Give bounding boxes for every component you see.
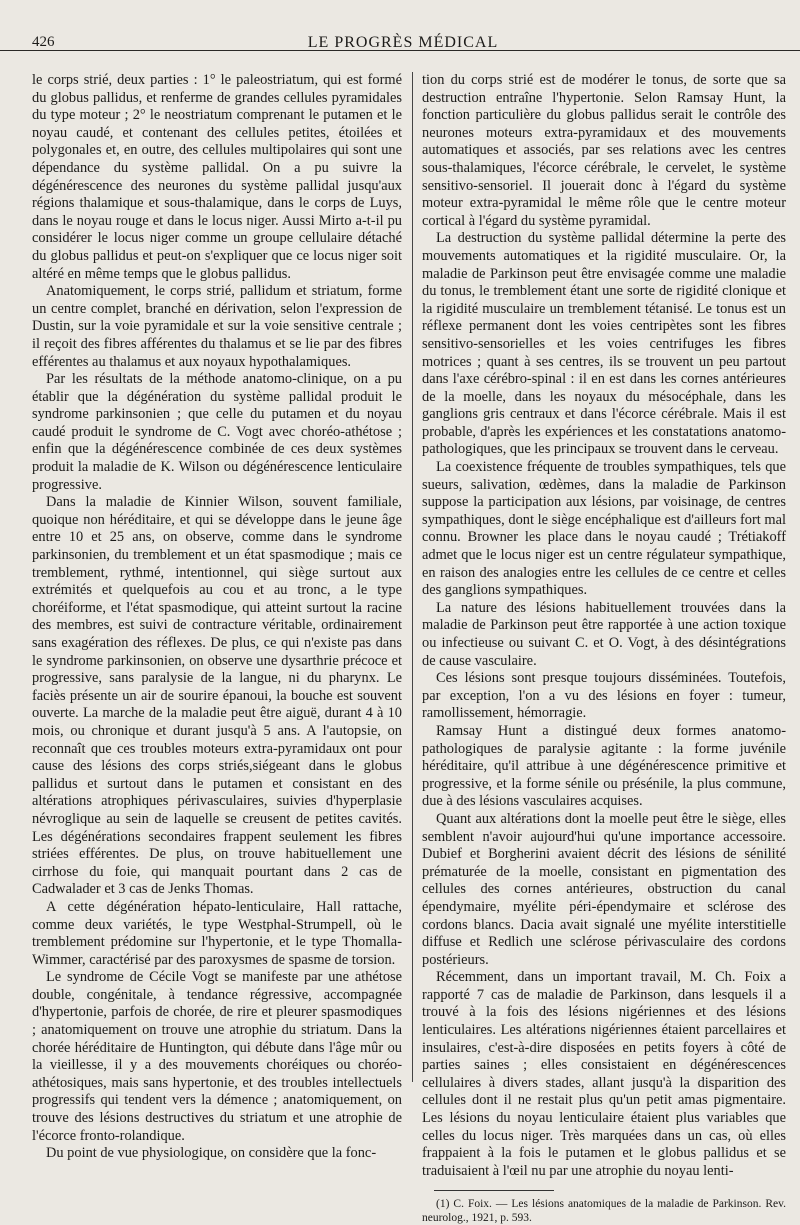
paragraph: Quant aux altérations dont la moelle peut être le siège, elles semblent n'avoir aujourd'hui qu'une importance accessoire. Dubief et Borgherini avaient décrit des lésions de sénilité prématurée de la moelle, consistant en pigmentation des cellules des cornes antérieures, obstruction du canal épendymaire, myélite péri-épendymaire et sclérose des cordons blancs. Dacia avait signalé une myélite interstitielle diffuse et Redlich une sclérose périvasculaire des cordons postérieurs. [422, 810, 786, 968]
footnote-rule [434, 1190, 554, 1191]
right-column [422, 72, 786, 1225]
paragraph: Dans la maladie de Kinnier Wilson, souvent familiale, quoique non héréditaire, et qui se développe dans le jeune âge entre 10 et 25 ans, on observe, comme dans le syndrome parkinsonien, du tremblement et un état spasmodique ; mais ce tremblement, rythmé, intentionnel, qui siège surtout aux extrémités et quelquefois au cou et au tronc, a le type choréiforme, et l'état spasmodique, qui atteint surtout la racine des membres, est suivi de contracture véritable, ordinairement sans exagération des réflexes. De plus, ce qui n'existe pas dans le syndrome parkinsonien, on observe une dysarthrie précoce et progressive, sans paralysie de la langue, ni du pharynx. Le faciès présente un air de sourire épanoui, la bouche est souvent ouverte. La marche de la maladie peut être aiguë, durant 4 à 10 mois, ou chronique et durant jusqu'à 5 ans. A l'autopsie, on reconnaît que ces troubles moteurs extra-pyramidaux ont pour cause des lésions des corps striés,siégeant dans le globus pallidus et surtout dans le putamen et consistant en des altérations atrophiques périvasculaires, suivies d'hyperplasie névroglique au sein de laquelle se creusent de petites cavités. Les dégénérations secondaires frappent seulement les fibres striées efférentes. De plus, on trouve habituellement une cirrhose du foie, qui manquait pourtant dans 2 cas de Cadwalader et 3 cas de Jenks Thomas. [32, 494, 402, 898]
paragraph: A cette dégénération hépato-lenticulaire, Hall rattache, comme deux variétés, le type Westphal-Strumpell, où le tremblement prédomine sur l'hypertonie, et le type Thomalla-Wimmer, caractérisé par des paroxysmes de spasme de torsion. [32, 898, 402, 968]
paragraph: La destruction du système pallidal détermine la perte des mouvements automatiques et la rigidité musculaire. Or, la maladie de Parkinson peut être envisagée comme une maladie du tonus, le tremblement étant une sorte de rigidité clonique et la rigidité musculaire un tremblement tétanisé. Le tonus est un réflexe permanent dont les voies centripètes sont les fibres sensitivo-sensorielles et les voies centrifuges les fibres motrices ; quant à ses centres, ils se trouvent un peu partout dans l'axe cérébro-spinal : il en est dans les cornes antérieures de la moelle, dans les noyaux du mésocéphale, dans les ganglions gris centraux et dans l'écorce cérébrale. Mais il est probable, d'après les expériences et les constatations anatomo-pathologiques, que les principaux se trouvent dans le cerveau. [422, 230, 786, 458]
paragraph: tion du corps strié est de modérer le tonus, de sorte que sa destruction entraîne l'hypertonie. Selon Ramsay Hunt, la fonction particulière du globus pallidus serait le contrôle des neurones moteurs extra-pyramidaux et des mouvements automatiques et associés, par ses relations avec les centres sous-thalamiques, l'écorce cérébrale, le cervelet, le système sensitivo-sensoriel. Il jouerait donc à l'égard du système moteur extra-pyramidal le même rôle que le centre moteur cortical à l'égard du système pyramidal. [422, 72, 786, 229]
article-body [32, 72, 786, 1225]
paragraph: Le syndrome de Cécile Vogt se manifeste par une athétose double, congénitale, à tendance régressive, accompagnée d'hypertonie, parfois de chorée, de rire et pleurer spasmodiques ; anatomiquement on trouve une atrophie du striatum. Dans la chorée héréditaire de Huntington, qui débute dans l'âge mûr ou la vieillesse, il y a des mouvements choréiques ou choréo-athétosiques, mais sans hypertonie, et des troubles intellectuels progressifs qui tendent vers la démence ; anatomiquement, on trouve des lésions destructives du striatum et une atrophie de l'écorce fronto-rolandique. [32, 969, 402, 1144]
column-divider [412, 72, 413, 1082]
paragraph: le corps strié, deux parties : 1° le paleostriatum, qui est formé du globus pallidus, et renferme de grandes cellules pyramidales du type moteur ; 2° le neostriatum comprenant le putamen et le noyau caudé, et contenant des cellules petites, étoilées et polygonales et, en outre, des cellules multipolaires qui sont une dépendance du système pallidal. On a pu suivre la dégénérescence des neurones du système pallidal jusqu'aux régions thalamique et sous-thalamique, dans le corps de Luys, dans le noyau rouge et dans le locus niger. Aussi Mirto a-t-il pu considérer le locus niger comme un groupe cellulaire détaché du globus pallidus et peut-on s'expliquer que ce locus niger soit altéré en même temps que le globus pallidus. [32, 72, 402, 282]
journal-title: LE PROGRÈS MÉDICAL [307, 34, 499, 51]
footnote: (1) C. Foix. — Les lésions anatomiques de la maladie de Parkinson. Rev. neurolog., 1921, p. 593. [422, 1198, 786, 1225]
paragraph: Par les résultats de la méthode anatomo-clinique, on a pu établir que la dégénération du système pallidal produit le syndrome parkinsonien ; que celle du putamen et du noyau caudé produit le syndrome de C. Vogt avec choréo-athétose ; enfin que la dégénérescence combinée de ces deux systèmes produit la maladie de K. Wilson ou dégénérescence lenticulaire progressive. [32, 371, 402, 493]
paragraph: Anatomiquement, le corps strié, pallidum et striatum, forme un centre complet, branché en dérivation, selon l'expression de Dustin, sur la voie pyramidale et sur la voie sensitive centrale ; il reçoit des fibres afférentes du thalamus et se lie par des fibres efférentes au thalamus et aux noyaux hypothalamiques. [32, 283, 402, 370]
left-column [32, 72, 402, 1163]
paragraph: La coexistence fréquente de troubles sympathiques, tels que sueurs, salivation, œdèmes, dans la maladie de Parkinson suppose la participation aux lésions, par voisinage, de centres sympathiques, dont le siège encéphalique est d'ailleurs fort mal connu. Browner les place dans le noyau caudé ; Trétiakoff admet que le locus niger est un centre régulateur sympathique, en raison des analogies entre les cellules de ce centre et celles des ganglions sympathiques. [422, 459, 786, 599]
page-number: 426 [32, 34, 55, 50]
paragraph: Ces lésions sont presque toujours disséminées. Toutefois, par exception, l'on a vu des lésions en foyer : tumeur, ramollissement, hémorragie. [422, 670, 786, 722]
paragraph: Récemment, dans un important travail, M. Ch. Foix a rapporté 7 cas de maladie de Parkinson, dans lesquels il a trouvé à la fois des lésions nigériennes et des lésions lenticulaires. Les altérations nigériennes étaient parcellaires et insulaires, c'est-à-dire disposées en petits foyers à côté de parties saines ; elles consistaient en dégénérescences cellulaires à divers stades, allant jusqu'à la disparition des cellules dont il ne restait plus qu'un petit amas pigmentaire. Les lésions du noyau lenticulaire étaient plus variables que celles du locus niger. Très marquées dans un cas, où elles frappaient à la fois le putamen et le globus pallidus et se traduisaient à l'œil nu par une atrophie du noyau lenti- [422, 969, 786, 1179]
paragraph: Du point de vue physiologique, on considère que la fonc- [46, 1145, 377, 1162]
paragraph: La nature des lésions habituellement trouvées dans la maladie de Parkinson peut être rapportée à une action toxique ou infectieuse ou suivant C. et O. Vogt, à des désintégrations de cause vasculaire. [422, 599, 786, 669]
paragraph: Ramsay Hunt a distingué deux formes anatomo-pathologiques de paralysie agitante : la forme juvénile héréditaire, qu'il attribue à une dégénérescence primitive et progressive, et la forme sénile ou présénile, la plus commune, due à des lésions vasculaires acquises. [422, 722, 786, 810]
header-rule [0, 50, 800, 51]
